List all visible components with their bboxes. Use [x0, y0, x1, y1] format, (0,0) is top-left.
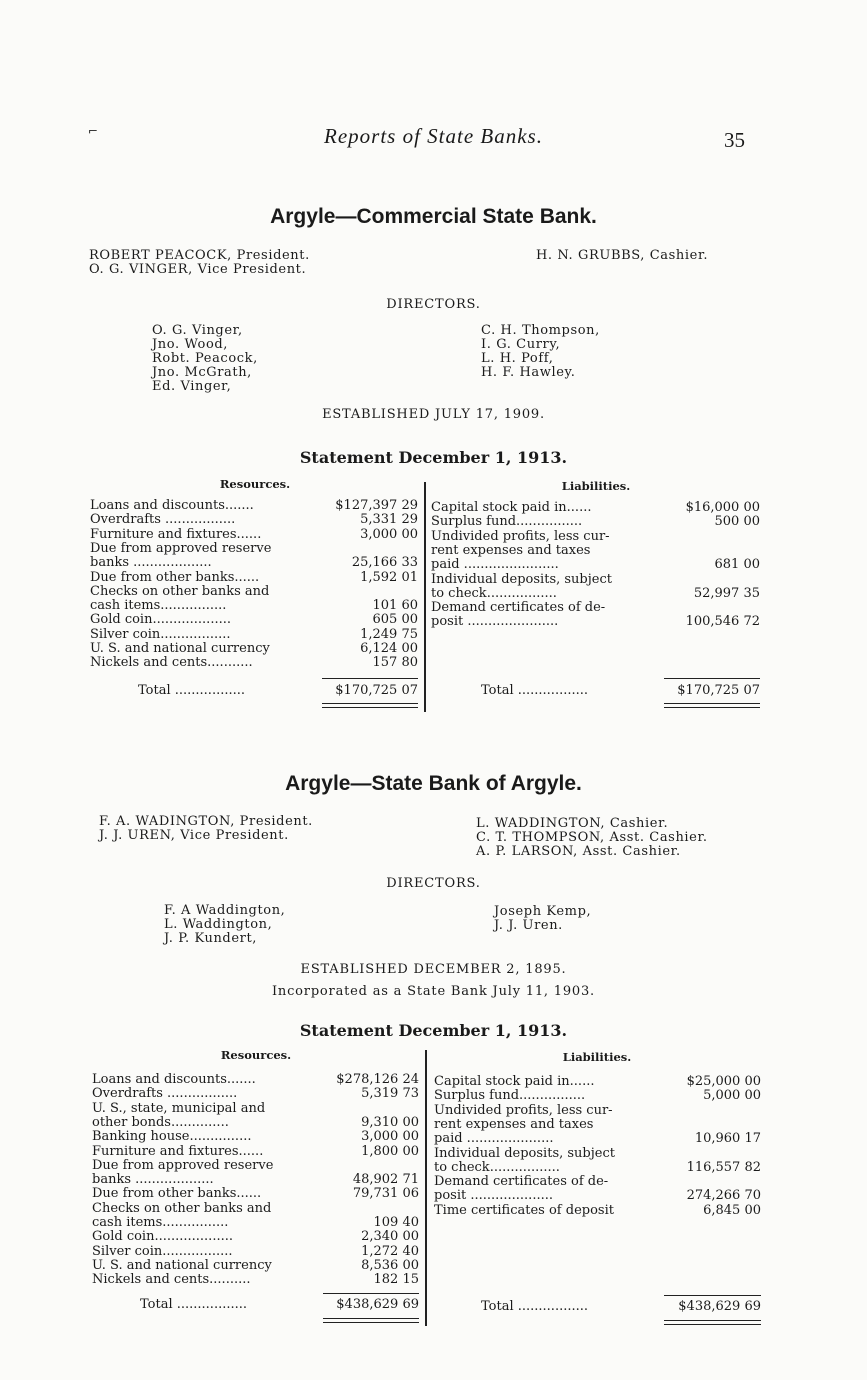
bank-1-officers-left — [89, 249, 310, 277]
ledger-label: Due from approved reserve — [92, 1157, 274, 1173]
bank-2-resources-heading: Resources. — [220, 1048, 292, 1062]
ledger-row — [90, 513, 418, 527]
ledger-label: Checks on other banks and — [92, 1200, 272, 1216]
ledger-label: Due from other banks...... — [90, 569, 260, 585]
ledger-row — [431, 515, 760, 529]
director: H. F. Hawley. — [481, 365, 576, 380]
ledger-amount: 6,124 00 — [360, 641, 418, 656]
ledger-label: Time certificates of deposit — [434, 1202, 614, 1218]
officer-cashier: L. WADDINGTON, Cashier. — [476, 816, 669, 831]
ledger-amount: $278,126 24 — [336, 1072, 419, 1087]
bank-1-liabilities-double-rule — [664, 703, 760, 708]
ledger-amount: 79,731 06 — [352, 1186, 419, 1202]
officer-vice-president: J. J. UREN, Vice President. — [99, 828, 289, 843]
officer-asst-cashier: A. P. LARSON, Asst. Cashier. — [476, 844, 681, 859]
ledger-row — [434, 1161, 761, 1175]
ledger-amount: 48,902 71 — [352, 1172, 419, 1188]
bank-1-directors-heading: DIRECTORS. — [386, 297, 481, 312]
bank-2-title: Argyle—State Bank of Argyle. — [285, 772, 582, 795]
ledger-label: Undivided profits, less cur- — [431, 528, 610, 544]
ledger-label: Demand certificates of de- — [434, 1174, 609, 1190]
ledger-label: Demand certificates of de- — [431, 600, 606, 616]
ledger-label: cash items................ — [92, 1215, 229, 1230]
ledger-amount: 5,331 29 — [360, 512, 418, 528]
bank-1-resources-total-rule — [322, 678, 418, 679]
bank-1-resources-total: $170,725 07 — [335, 683, 418, 698]
ledger-row — [90, 585, 418, 599]
ledger-label: Overdrafts ................. — [92, 1086, 238, 1102]
ledger-label: Surplus fund................ — [431, 514, 583, 530]
officer-asst-cashier: C. T. THOMPSON, Asst. Cashier. — [476, 830, 708, 845]
ledger-amount: 10,960 17 — [694, 1131, 761, 1147]
ledger-row — [92, 1073, 419, 1087]
ledger-row — [92, 1116, 419, 1130]
director: L. H. Poff, — [481, 351, 554, 366]
ledger-label: Capital stock paid in...... — [431, 500, 592, 515]
director: Robt. Peacock, — [152, 351, 258, 366]
bank-1-directors-left — [152, 324, 258, 394]
bank-1-liabilities-total-rule — [664, 678, 760, 679]
officer-cashier: H. N. GRUBBS, Cashier. — [536, 248, 709, 263]
ledger-row — [90, 628, 418, 642]
bank-2-incorporated: Incorporated as a State Bank July 11, 1903. — [271, 984, 595, 999]
ledger-label: Loans and discounts....... — [90, 498, 254, 513]
ledger-amount: 2,340 00 — [361, 1229, 419, 1245]
ledger-row — [90, 528, 418, 542]
ledger-row — [434, 1204, 761, 1218]
bank-2-directors-left — [164, 904, 285, 946]
ledger-row — [434, 1189, 761, 1203]
officer-vice-president: O. G. VINGER, Vice President. — [89, 262, 307, 277]
director: Ed. Vinger, — [152, 379, 232, 394]
ledger-label: U. S., state, municipal and — [92, 1100, 266, 1116]
bank-1-resources-double-rule — [322, 703, 418, 708]
director: Joseph Kemp, — [494, 904, 592, 919]
ledger-label: posit .................... — [434, 1188, 553, 1204]
bank-2-column-divider — [425, 1050, 427, 1326]
ledger-label: paid ..................... — [434, 1131, 554, 1147]
ledger-amount: 605 00 — [372, 612, 418, 628]
bank-2-liabilities-heading: Liabilities. — [562, 1050, 632, 1064]
ledger-row — [90, 571, 418, 585]
ledger-row — [434, 1175, 761, 1189]
ledger-amount: 1,800 00 — [361, 1143, 419, 1159]
ledger-row — [92, 1159, 419, 1173]
bank-2-officers-right — [476, 817, 708, 859]
ledger-label: Silver coin................. — [92, 1243, 233, 1259]
director: Jno. Wood, — [152, 337, 229, 352]
bank-2-resources-total-rule — [323, 1293, 419, 1294]
bank-2-resources-double-rule — [323, 1318, 419, 1323]
scan-mark: ⌐ — [88, 124, 99, 138]
ledger-row — [431, 501, 760, 515]
ledger-label: Silver coin................. — [90, 626, 231, 642]
ledger-row — [431, 544, 760, 558]
bank-2-liabilities-total-rule — [664, 1295, 761, 1296]
ledger-label: Furniture and fixtures...... — [92, 1143, 264, 1159]
ledger-amount: 3,000 00 — [361, 1129, 419, 1145]
ledger-amount: 3,000 00 — [360, 526, 418, 542]
bank-1-column-divider — [424, 482, 426, 712]
bank-2-liabilities-double-rule — [664, 1320, 761, 1325]
ledger-amount: 101 60 — [372, 598, 418, 614]
director: C. H. Thompson, — [481, 323, 600, 338]
ledger-amount: 109 40 — [373, 1215, 419, 1230]
ledger-label: Capital stock paid in...... — [434, 1074, 595, 1089]
bank-1-statement-title: Statement December 1, 1913. — [299, 448, 568, 467]
director: L. Waddington, — [164, 917, 273, 932]
ledger-row — [92, 1087, 419, 1101]
ledger-label: paid ....................... — [431, 557, 559, 573]
ledger-amount: $127,397 29 — [335, 498, 418, 513]
ledger-label: rent expenses and taxes — [434, 1116, 594, 1132]
bank-2-liabilities-total-label: Total ................. — [481, 1299, 589, 1314]
ledger-row — [90, 642, 418, 656]
ledger-row — [92, 1130, 419, 1144]
ledger-row — [90, 499, 418, 513]
page-number: 35 — [724, 128, 745, 152]
ledger-row — [434, 1104, 761, 1118]
ledger-label: U. S. and national currency — [92, 1257, 272, 1273]
ledger-amount: $16,000 00 — [685, 500, 760, 515]
ledger-row — [431, 530, 760, 544]
director: F. A Waddington, — [164, 903, 286, 918]
ledger-row — [431, 558, 760, 572]
bank-1-title: Argyle—Commercial State Bank. — [270, 205, 597, 228]
ledger-amount: 9,310 00 — [361, 1114, 419, 1130]
bank-1-liabilities-total: $170,725 07 — [677, 683, 760, 698]
ledger-row — [92, 1259, 419, 1273]
ledger-label: Gold coin................... — [90, 612, 231, 628]
ledger-row — [431, 615, 760, 629]
director: J. J. Uren. — [494, 918, 563, 933]
ledger-row — [92, 1173, 419, 1187]
ledger-amount: 274,266 70 — [686, 1188, 761, 1204]
ledger-row — [92, 1230, 419, 1244]
ledger-label: Banking house............... — [92, 1129, 252, 1145]
ledger-row — [434, 1075, 761, 1089]
ledger-row — [92, 1273, 419, 1287]
ledger-label: Loans and discounts....... — [92, 1072, 256, 1087]
ledger-label: Undivided profits, less cur- — [434, 1102, 613, 1118]
ledger-row — [434, 1132, 761, 1146]
bank-1-officers-right — [536, 249, 708, 263]
ledger-row — [92, 1202, 419, 1216]
bank-1-directors-right — [481, 324, 600, 380]
ledger-row — [434, 1147, 761, 1161]
ledger-row — [90, 599, 418, 613]
ledger-row — [92, 1102, 419, 1116]
ledger-label: banks ................... — [90, 555, 212, 571]
bank-2-directors-right — [494, 905, 591, 933]
ledger-label: to check................. — [434, 1159, 560, 1175]
bank-1-resources-total-label: Total ................. — [138, 683, 246, 698]
director: J. P. Kundert, — [164, 931, 258, 946]
ledger-label: cash items................ — [90, 598, 227, 614]
ledger-amount: $25,000 00 — [686, 1074, 761, 1089]
bank-2-statement-title: Statement December 1, 1913. — [299, 1021, 568, 1040]
ledger-row — [434, 1118, 761, 1132]
ledger-row — [90, 542, 418, 556]
ledger-amount: 5,319 73 — [361, 1086, 419, 1102]
ledger-row — [92, 1216, 419, 1230]
ledger-row — [92, 1187, 419, 1201]
ledger-label: Overdrafts ................. — [90, 512, 236, 528]
ledger-amount: 25,166 33 — [351, 555, 418, 571]
ledger-row — [431, 601, 760, 615]
ledger-row — [431, 587, 760, 601]
ledger-row — [90, 613, 418, 627]
ledger-row — [90, 656, 418, 670]
bank-2-officers-left — [99, 815, 313, 843]
ledger-label: banks ................... — [92, 1172, 214, 1188]
ledger-amount: 8,536 00 — [361, 1257, 419, 1273]
ledger-amount: 1,249 75 — [360, 626, 418, 642]
ledger-label: other bonds.............. — [92, 1114, 229, 1130]
ledger-label: Individual deposits, subject — [431, 571, 612, 587]
officer-president: ROBERT PEACOCK, President. — [89, 248, 310, 263]
bank-2-resources-total-label: Total ................. — [140, 1297, 248, 1312]
ledger-label: Due from other banks...... — [92, 1186, 262, 1202]
ledger-row — [431, 573, 760, 587]
bank-2-liabilities-total: $438,629 69 — [678, 1299, 761, 1314]
bank-2-established: ESTABLISHED DECEMBER 2, 1895. — [300, 962, 567, 977]
ledger-label: rent expenses and taxes — [431, 542, 591, 558]
ledger-label: Checks on other banks and — [90, 583, 270, 599]
ledger-amount: 1,272 40 — [361, 1243, 419, 1259]
ledger-label: posit ...................... — [431, 614, 559, 630]
officer-president: F. A. WADINGTON, President. — [99, 814, 313, 829]
ledger-amount: 116,557 82 — [686, 1159, 761, 1175]
running-title: Reports of State Banks. — [324, 124, 543, 148]
ledger-row — [90, 556, 418, 570]
ledger-amount: 681 00 — [714, 557, 760, 573]
ledger-label: Furniture and fixtures...... — [90, 526, 262, 542]
ledger-amount: 182 15 — [373, 1272, 419, 1288]
director: I. G. Curry, — [481, 337, 561, 352]
director: O. G. Vinger, — [152, 323, 243, 338]
ledger-label: Nickels and cents.......... — [92, 1272, 251, 1288]
bank-2-directors-heading: DIRECTORS. — [386, 876, 481, 891]
ledger-label: Due from approved reserve — [90, 540, 272, 556]
ledger-label: Individual deposits, subject — [434, 1145, 615, 1161]
ledger-label: to check................. — [431, 585, 557, 601]
director: Jno. McGrath, — [152, 365, 252, 380]
ledger-amount: 6,845 00 — [703, 1202, 761, 1218]
bank-1-liabilities-total-label: Total ................. — [481, 683, 589, 698]
ledger-amount: 100,546 72 — [685, 614, 760, 630]
ledger-label: Nickels and cents........... — [90, 655, 253, 671]
ledger-row — [92, 1245, 419, 1259]
ledger-amount: 1,592 01 — [360, 569, 418, 585]
ledger-row — [434, 1089, 761, 1103]
ledger-row — [92, 1145, 419, 1159]
bank-1-resources-heading: Resources. — [219, 477, 291, 491]
ledger-label: Gold coin................... — [92, 1229, 233, 1245]
ledger-amount: 52,997 35 — [693, 585, 760, 601]
ledger-amount: 500 00 — [714, 514, 760, 530]
bank-2-resources-total: $438,629 69 — [336, 1297, 419, 1312]
bank-1-established: ESTABLISHED JULY 17, 1909. — [322, 407, 545, 422]
bank-1-liabilities-heading: Liabilities. — [561, 479, 631, 493]
ledger-amount: 157 80 — [372, 655, 418, 671]
ledger-label: U. S. and national currency — [90, 641, 270, 656]
ledger-amount: 5,000 00 — [703, 1088, 761, 1104]
ledger-label: Surplus fund................ — [434, 1088, 586, 1104]
